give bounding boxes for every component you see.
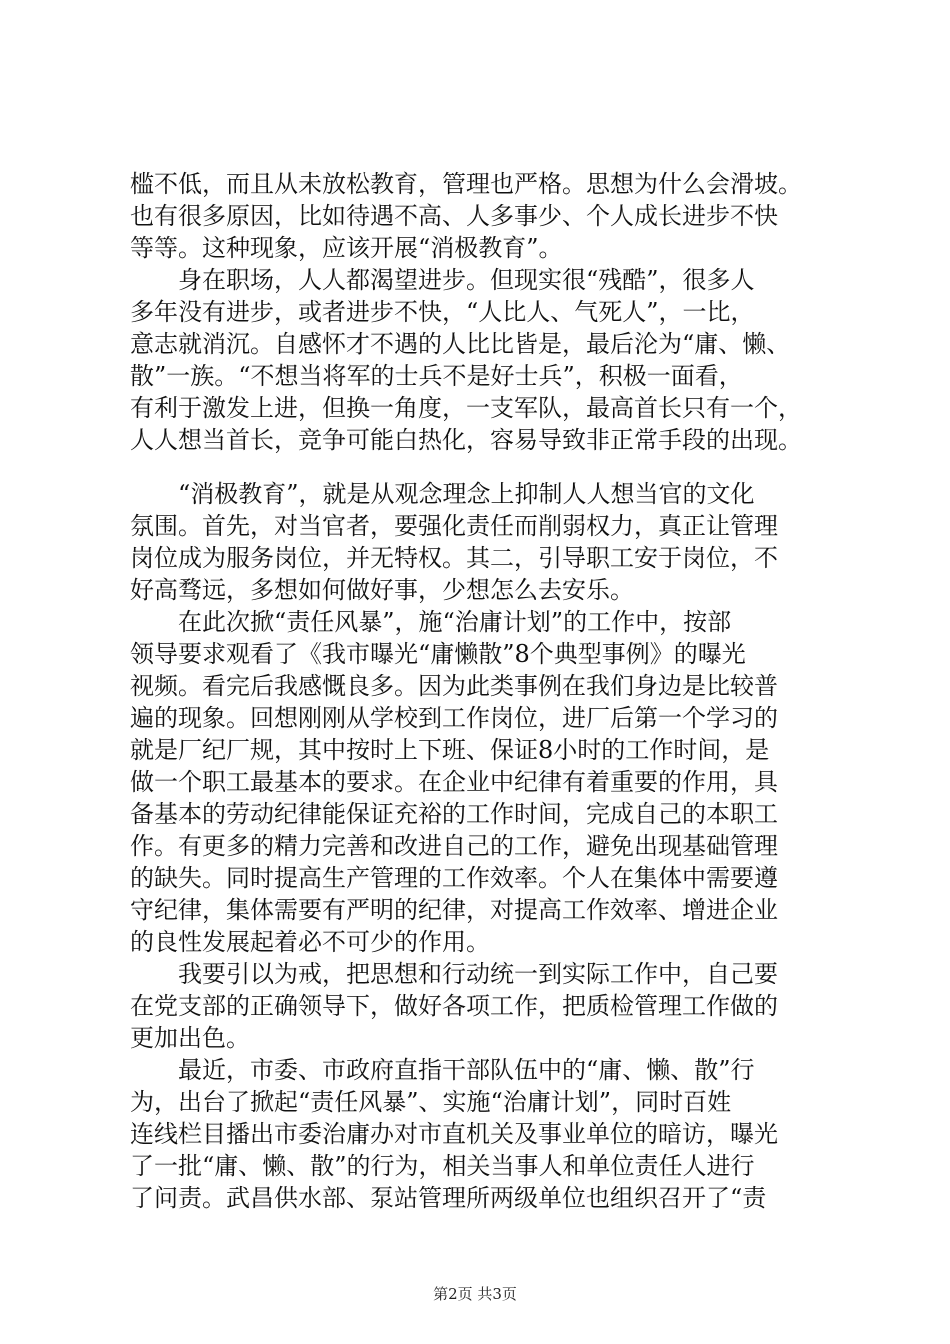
paragraph bbox=[130, 1054, 830, 1214]
paragraph bbox=[130, 478, 830, 606]
text-line: 岗位成为服务岗位，并无特权。其二，引导职工安于岗位，不 bbox=[130, 544, 778, 572]
page-footer: 第2页 共3页 bbox=[433, 1285, 517, 1303]
text-line: 更加出色。 bbox=[130, 1024, 250, 1052]
text-line: 好高骛远，多想如何做好事，少想怎么去安乐。 bbox=[130, 576, 634, 604]
text-line: 等等。这种现象，应该开展“消极教育”。 bbox=[130, 234, 563, 262]
text-line: 人人想当首长，竞争可能白热化，容易导致非正常手段的出现。 bbox=[130, 426, 802, 454]
text-line: 也有很多原因，比如待遇不高、人多事少、个人成长进步不快 bbox=[130, 202, 778, 230]
text-line: 氛围。首先，对当官者，要强化责任而削弱权力，真正让管理 bbox=[130, 512, 778, 540]
text-line: 为，出台了掀起“责任风暴”、实施“治庸计划”，同时百姓 bbox=[130, 1088, 732, 1116]
text-line: 的良性发展起着必不可少的作用。 bbox=[130, 928, 490, 956]
text-line: 身在职场，人人都渴望进步。但现实很“残酷”，很多人 bbox=[178, 266, 755, 294]
text-line: 了问责。武昌供水部、泵站管理所两级单位也组织召开了“责 bbox=[130, 1184, 767, 1212]
text-line: 的缺失。同时提高生产管理的工作效率。个人在集体中需要遵 bbox=[130, 864, 778, 892]
document-body bbox=[130, 168, 830, 1214]
text-line: “消极教育”，就是从观念理念上抑制人人想当官的文化 bbox=[178, 480, 755, 508]
text-line: 视频。看完后我感慨良多。因为此类事例在我们身边是比较普 bbox=[130, 672, 778, 700]
text-line: 守纪律，集体需要有严明的纪律，对提高工作效率、增进企业 bbox=[130, 896, 778, 924]
text-line: 连线栏目播出市委治庸办对市直机关及事业单位的暗访，曝光 bbox=[130, 1120, 778, 1148]
paragraph-gap bbox=[130, 456, 830, 478]
paragraph bbox=[130, 606, 830, 958]
text-line: 备基本的劳动纪律能保证充裕的工作时间，完成自己的本职工 bbox=[130, 800, 778, 828]
text-line: 作。有更多的精力完善和改进自己的工作，避免出现基础管理 bbox=[130, 832, 778, 860]
paragraph bbox=[130, 264, 830, 456]
text-line: 在党支部的正确领导下，做好各项工作，把质检管理工作做的 bbox=[130, 992, 778, 1020]
text-line: 在此次掀“责任风暴”，施“治庸计划”的工作中，按部 bbox=[178, 608, 732, 636]
text-line: 意志就消沉。自感怀才不遇的人比比皆是，最后沦为“庸、懒、 bbox=[130, 330, 791, 358]
text-line: 我要引以为戒，把思想和行动统一到实际工作中，自己要 bbox=[178, 960, 778, 988]
text-line: 就是厂纪厂规，其中按时上下班、保证8小时的工作时间，是 bbox=[130, 736, 770, 764]
text-line: 槛不低，而且从未放松教育，管理也严格。思想为什么会滑坡。 bbox=[130, 170, 802, 198]
text-line: 领导要求观看了《我市曝光“庸懒散”8个典型事例》的曝光 bbox=[130, 640, 746, 668]
text-line: 最近，市委、市政府直指干部队伍中的“庸、懒、散”行 bbox=[178, 1056, 755, 1084]
text-line: 遍的现象。回想刚刚从学校到工作岗位，进厂后第一个学习的 bbox=[130, 704, 778, 732]
paragraph bbox=[130, 958, 830, 1054]
text-line: 多年没有进步，或者进步不快，“人比人、气死人”，一比， bbox=[130, 298, 755, 326]
text-line: 有利于激发上进，但换一角度，一支军队，最高首长只有一个， bbox=[130, 394, 802, 422]
paragraph bbox=[130, 168, 830, 264]
text-line: 做一个职工最基本的要求。在企业中纪律有着重要的作用，具 bbox=[130, 768, 778, 796]
text-line: 了一批“庸、懒、散”的行为，相关当事人和单位责任人进行 bbox=[130, 1152, 755, 1180]
text-line: 散”一族。“不想当将军的士兵不是好士兵”，积极一面看， bbox=[130, 362, 743, 390]
